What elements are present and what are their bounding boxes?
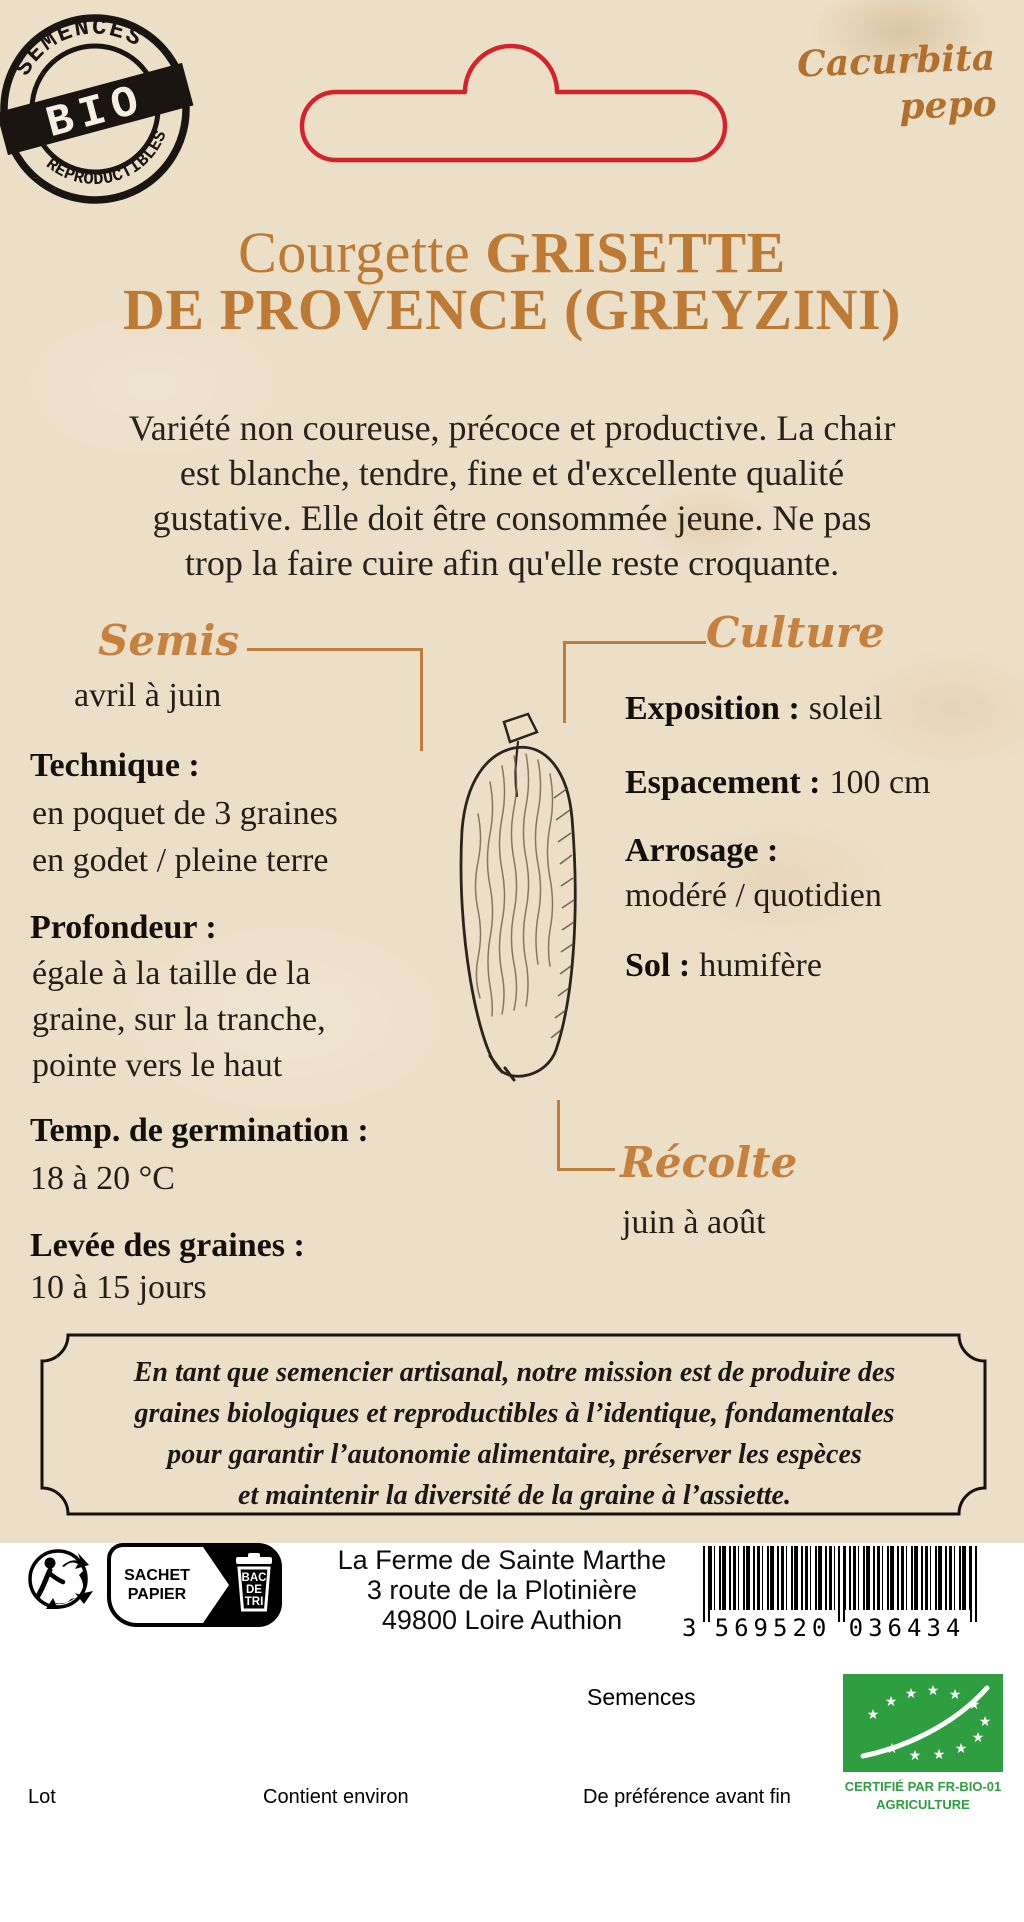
technique-label: Technique : [30, 747, 200, 784]
mission-statement: En tant que semencier artisanal, notre mission est de produire des graines biologiques et reproductibles à l’identique, fondamentales pour garantir l’autonomie alimentaire, préserver les espèces et maintenir la diversité de la graine à l’assiette. [133, 1357, 896, 1511]
badge-left-label: SACHET PAPIER [124, 1567, 190, 1603]
svg-text:★: ★ [885, 1741, 899, 1757]
organic-certifier-line1: CERTIFIÉ PAR FR-BIO-01 [844, 1779, 1002, 1794]
technique-value: en poquet de 3 graines en godet / pleine terre [32, 795, 338, 879]
description-line: gustative. Elle doit être consommée jeune. Ne pas [152, 498, 872, 538]
title-variety-name: GRISETTE [485, 220, 786, 285]
lot-label: Lot [28, 1786, 56, 1808]
soil-row: Sol : humifère [625, 947, 822, 984]
harvest-period: juin à août [622, 1204, 766, 1241]
germination-temp-value: 18 à 20 °C [30, 1160, 175, 1197]
section-heading-recolte: Récolte [620, 1138, 798, 1187]
barcode-prefix-digit: 3 [682, 1614, 697, 1642]
title-line2: DE PROVENCE (GREYZINI) [123, 277, 901, 342]
depth-value: égale à la taille de la graine, sur la tranche, pointe vers le haut [32, 955, 326, 1084]
description-line: trop la faire cuire afin qu'elle reste croquante. [184, 543, 840, 583]
eu-organic-leaf-logo [843, 1674, 1003, 1772]
triman-recycling-icon [22, 1546, 104, 1616]
courgette-illustration [448, 702, 598, 1100]
svg-text:★: ★ [971, 1730, 985, 1746]
botanical-line2: pepo [898, 82, 998, 128]
svg-text:★: ★ [967, 1697, 981, 1713]
botanical-name [797, 35, 998, 134]
description-line: est blanche, tendre, fine et d'excellente qualité [179, 453, 845, 493]
barcode-group2: 036434 [848, 1614, 966, 1642]
svg-text:★: ★ [954, 1741, 968, 1757]
svg-text:★: ★ [904, 1686, 918, 1702]
svg-text:DE: DE [246, 1584, 262, 1596]
depth-label: Profondeur : [30, 909, 217, 946]
barcode-guard-middle [838, 1546, 845, 1622]
stamp-middle-text: BIO [41, 75, 151, 150]
description-line: Variété non coureuse, précoce et productive. La chair [128, 408, 896, 448]
section-heading-culture: Culture [706, 608, 885, 657]
emergence-value: 10 à 15 jours [30, 1269, 207, 1306]
barcode-guard-left [703, 1546, 710, 1622]
svg-text:BAC: BAC [241, 1572, 267, 1584]
stamp-top-text: SEMENCES [10, 14, 148, 82]
watering-value: modéré / quotidien [625, 877, 882, 914]
best-before-label: De préférence avant fin [583, 1786, 791, 1808]
semis-connector-line [247, 648, 423, 751]
watering-label: Arrosage : [625, 832, 779, 869]
svg-text:★: ★ [884, 1694, 898, 1710]
svg-text:★: ★ [908, 1748, 922, 1764]
stamp-bottom-text: REPRODUCTIBLES [41, 128, 172, 191]
section-heading-semis: Semis [98, 616, 240, 665]
title-prefix: Courgette [238, 220, 471, 285]
organic-certifier-line2: AGRICULTURE [876, 1797, 970, 1812]
category-label: Semences [587, 1684, 696, 1710]
svg-text:TRI: TRI [244, 1596, 264, 1608]
variety-description [32, 406, 992, 586]
barcode-group1: 569520 [714, 1614, 832, 1642]
svg-text:★: ★ [978, 1714, 992, 1730]
botanical-line1: Cacurbita [796, 36, 996, 86]
exposure-row: Exposition : soleil [625, 690, 883, 727]
germination-temp-label: Temp. de germination : [30, 1112, 369, 1149]
svg-text:★: ★ [926, 1683, 940, 1699]
paper-bag-recycling-badge [107, 1543, 282, 1627]
trash-bin-icon [232, 1552, 276, 1616]
contains-label: Contient environ [263, 1786, 409, 1808]
spacing-row: Espacement : 100 cm [625, 764, 931, 801]
emergence-label: Levée des graines : [30, 1227, 305, 1264]
barcode-guard-right [970, 1546, 977, 1622]
svg-text:★: ★ [932, 1747, 946, 1763]
svg-text:★: ★ [948, 1687, 962, 1703]
sowing-period: avril à juin [74, 677, 222, 714]
page-title [0, 220, 1024, 342]
producer-address: La Ferme de Sainte Marthe 3 route de la Plotinière 49800 Loire Authion [337, 1545, 667, 1635]
svg-text:★: ★ [866, 1707, 880, 1723]
recolte-connector-line [557, 1100, 615, 1171]
